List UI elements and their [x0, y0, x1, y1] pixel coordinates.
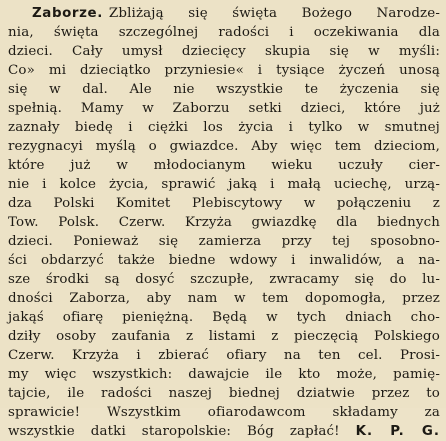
article-line-22: sprawicie! Wszystkim ofiarodawcom składamy za — [8, 405, 440, 420]
article-line-3: dzieci. Cały umysł dziecięcy skupia się w myśli: — [8, 44, 440, 59]
article-line-19: Czerw. Krzyża i zbierać ofiary na ten cel. Prosi- — [8, 348, 440, 363]
article-line-10: nie i kolce życia, sprawić jaką i małą uciechę, urzą- — [8, 177, 440, 192]
article-closing-text: wszystkie datki staropolskie: Bóg zapłać! — [8, 424, 340, 439]
article-heading: Zaborze. — [32, 6, 103, 21]
article-line-16: dności Zaborza, aby nam w tem dopomogła, przez — [8, 291, 440, 306]
article-line-4: Co» mi dzieciątko przyniesie« i tysiące życzeń unosą — [8, 63, 440, 78]
article-line-17: jakąś ofiarę pieniężną. Będą w tych dniach cho- — [8, 310, 440, 325]
article-line-9: które już w młodocianym wieku uczuły cier- — [8, 158, 440, 173]
article-line-5: się w dal. Ale nie wszystkie te życzenia się — [8, 82, 440, 97]
article-line-15: sze środki są dosyć szczupłe, zwracamy się do lu- — [8, 272, 440, 287]
article-line-2: nia, święta szczególnej radości i oczekiwania dla — [8, 25, 440, 40]
article-line-1 — [8, 4, 440, 23]
article-line-14: ści obdarzyć także biedne wdowy i inwalidów, a na- — [8, 253, 440, 268]
article-line-13: dzieci. Ponieważ się zamierza przy tej sposobno- — [8, 234, 440, 249]
article-line-6: spełnią. Mamy w Zaborzu setki dzieci, które już — [8, 101, 440, 116]
article-line-7: zaznały biedę i ciężki los życia i tylko w smutnej — [8, 120, 440, 135]
article-line-8: rezygnacyi myślą o gwiazdce. Aby więc tem dzieciom, — [8, 139, 440, 154]
article-text: Zbliżają się święta Bożego Narodze- — [108, 6, 440, 21]
article-line-21: tajcie, ile radości naszej biednej dziatwie przez to — [8, 386, 440, 401]
article-line-11: dza Polski Komitet Plebiscytowy w połączeniu z — [8, 196, 440, 211]
article-line-12: Tow. Polsk. Czerw. Krzyża gwiazdkę dla biednych — [8, 215, 440, 230]
article-line-20: my więc wszystkich: dawajcie ile kto może, pamię- — [8, 367, 440, 382]
article-line-23 — [8, 422, 440, 441]
article-signature: K. P. G. — [355, 424, 440, 439]
article-line-18: dziły osoby zaufania z listami z pieczęcią Polskiego — [8, 329, 440, 344]
